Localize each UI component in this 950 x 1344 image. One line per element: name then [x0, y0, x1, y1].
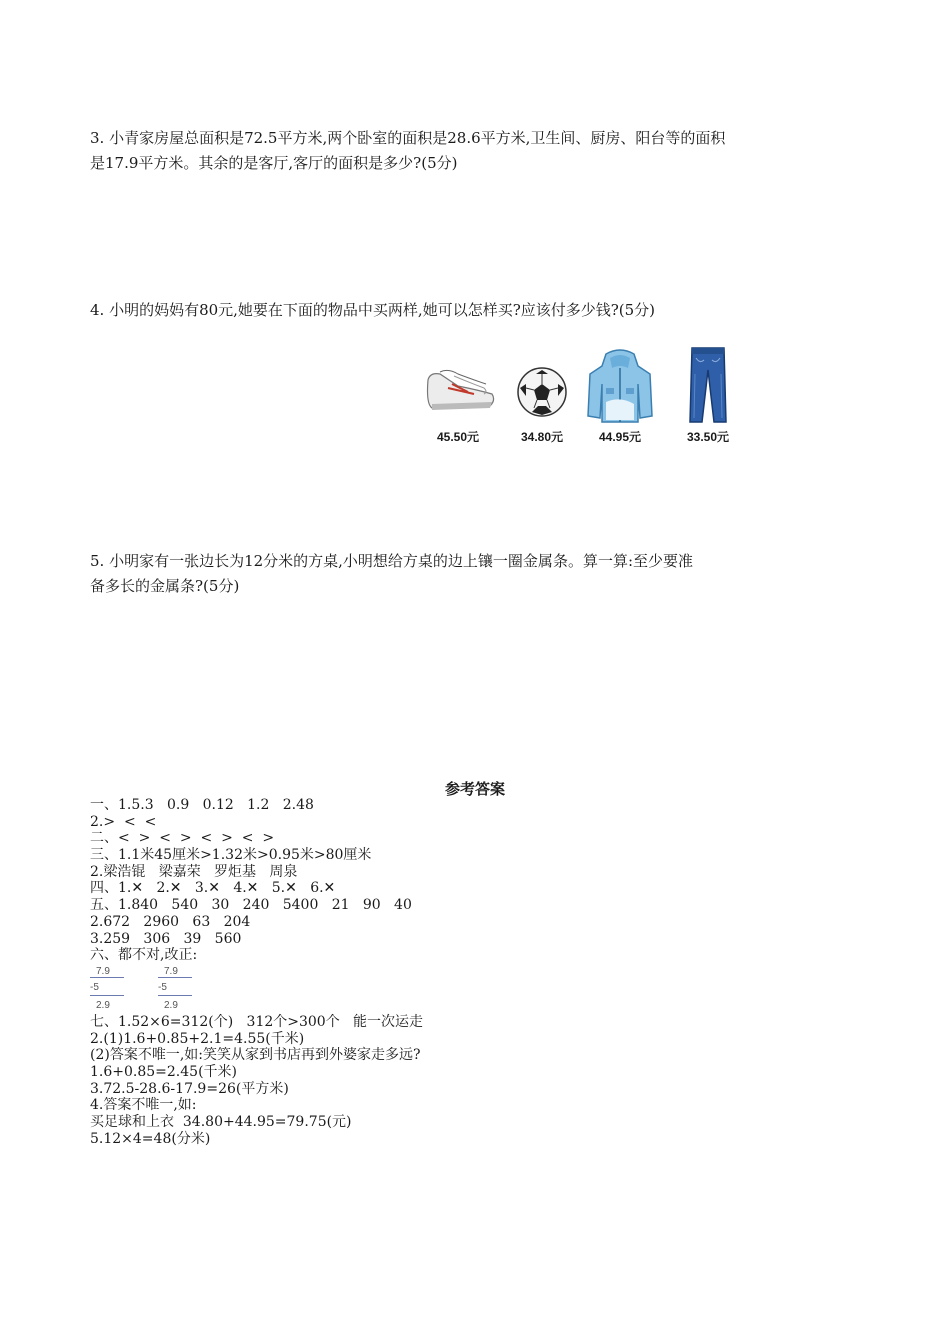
answer-line: 五、1.840 540 30 240 5400 21 90 40 [90, 897, 412, 914]
answers-title: 参考答案 [444, 780, 505, 798]
question-3: 3. 小青家房屋总面积是72.5平方米,两个卧室的面积是28.6平方米,卫生间、厨房、阳台等的面积是17.9平方米。其余的是客厅,客厅的面积是多少?(5分) [90, 129, 726, 172]
answer-line: 三、1.1米45厘米>1.32米>0.95米>80厘米 [90, 847, 372, 864]
answer-line: 七、1.52×6=312(个) 312个>300个 能一次运走 [90, 1013, 424, 1030]
calc-rule [90, 995, 124, 996]
calc-rule [158, 995, 192, 996]
question-5: 5. 小明家有一张边长为12分米的方桌,小明想给方桌的边上镶一圈金属条。算一算:至少要准备多长的金属条?(5分) [90, 552, 693, 595]
calc-rule [90, 977, 124, 978]
question-4: 4. 小明的妈妈有80元,她要在下面的物品中买两样,她可以怎样买?应该付多少钱?(5分) [90, 301, 656, 319]
answer-line: 四、1.✕ 2.✕ 3.✕ 4.✕ 5.✕ 6.✕ [90, 880, 336, 897]
soccer-ball-icon [502, 344, 582, 424]
calc-rule [158, 977, 192, 978]
answer-line: 买足球和上衣 34.80+44.95=79.75(元) [90, 1114, 352, 1130]
answer-line: 六、都不对,改正: [90, 947, 198, 964]
calc-subtrahend: -5 [90, 981, 99, 993]
vertical-calculation [158, 964, 198, 1014]
vertical-calculations [90, 964, 423, 1014]
item-shoes [418, 344, 498, 448]
item-jacket [580, 344, 660, 448]
answer-line: 3.72.5-28.6-17.9=26(平方米) [90, 1080, 289, 1097]
answer-line: 3.259 306 39 560 [90, 930, 242, 947]
item-jeans [668, 344, 748, 448]
answer-key [90, 797, 423, 1147]
answer-line: 2.672 2960 63 204 [90, 913, 251, 930]
answer-line: 二、< > < > < > < > [90, 830, 275, 847]
answer-line: 一、1.5.3 0.9 0.12 1.2 2.48 [90, 797, 314, 813]
jacket-icon [580, 344, 660, 424]
item-football [502, 344, 582, 448]
answer-line: 4.答案不唯一,如: [90, 1097, 197, 1114]
item-price: 34.80元 [520, 430, 564, 444]
answer-line: 1.6+0.85=2.45(千米) [90, 1063, 237, 1080]
calc-minuend: 7.9 [164, 965, 178, 977]
answer-line: (2)答案不唯一,如:笑笑从家到书店再到外婆家走多远? [90, 1047, 421, 1064]
jeans-icon [668, 344, 748, 424]
calc-minuend: 7.9 [96, 965, 110, 977]
answer-line: 2.(1)1.6+0.85+2.1=4.55(千米) [90, 1030, 305, 1047]
item-price: 45.50元 [436, 430, 480, 444]
calc-result: 2.9 [164, 999, 178, 1011]
sneaker-icon [418, 344, 498, 424]
item-price: 44.95元 [598, 430, 642, 444]
answer-line: 2.梁浩锟 梁嘉荣 罗炬基 周泉 [90, 863, 298, 880]
calc-subtrahend: -5 [158, 981, 167, 993]
item-price: 33.50元 [686, 430, 730, 444]
answer-line: 5.12×4=48(分米) [90, 1130, 211, 1147]
answer-line: 2.> < < [90, 813, 157, 830]
vertical-calculation [90, 964, 130, 1014]
calc-result: 2.9 [96, 999, 110, 1011]
